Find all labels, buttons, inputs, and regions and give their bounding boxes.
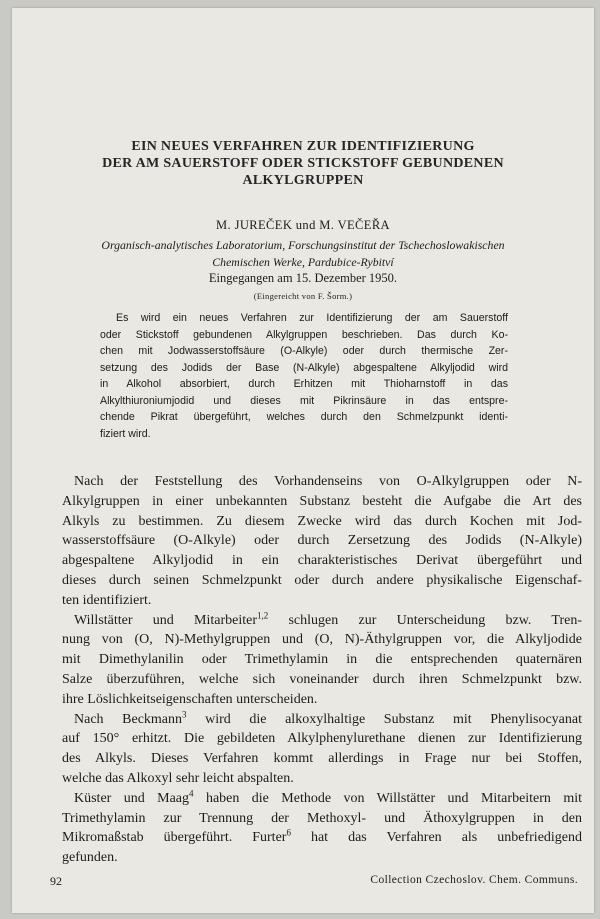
affiliation-line: Chemischen Werke, Pardubice-Rybitví xyxy=(212,255,394,269)
abstract-line: fiziert wird. xyxy=(100,427,151,440)
body-line: Alkyls zu bestimmen. Zu diesem Zwecke wird das durch Kochen mit Jod- xyxy=(62,513,582,529)
abstract-line: setzung des Jodids der Base (N-Alkyle) abgespaltene Alkyljodid wird xyxy=(100,361,508,374)
body-text-span: hat das Verfahren als unbefriedigend xyxy=(290,830,583,846)
body-line: Nach der Feststellung des Vorhandenseins von O-Alkylgruppen oder N- xyxy=(74,474,582,489)
body-line: nung von (O, N)-Methylgruppen und (O, N)-Äthylgruppen vor, die Alkyljodide xyxy=(62,632,582,648)
body-text xyxy=(62,472,582,868)
abstract-line: Es wird ein neues Verfahren zur Identifizierung der am Sauerstoff xyxy=(116,312,508,324)
body-line: welche das Alkoxyl sehr leicht abspalten. xyxy=(62,770,294,786)
body-line: ten identifiziert. xyxy=(62,592,152,608)
affiliation-line: Organisch-analytisches Laboratorium, Forschungsinstitut der Tschechoslowakischen xyxy=(101,238,505,252)
page-number: 92 xyxy=(50,874,62,888)
authors: M. JUREČEK und M. VEČEŘA xyxy=(216,218,390,232)
body-line: Trimethylamin zur Trennung der Methoxyl- und Äthoxylgruppen in den xyxy=(62,810,582,826)
citation-ref: 6 xyxy=(286,827,291,838)
body-text-span: haben die Methode von Willstätter und Mitarbeitern mit xyxy=(193,790,583,806)
body-line: wasserstoffsäure (O-Alkyle) oder durch Zersetzung des Jodids (N-Alkyle) xyxy=(62,533,582,549)
body-line: mit Dimethylanilin oder Trimethylamin in die entsprechenden quaternären xyxy=(62,652,582,668)
citation-text: Mikromaßstab übergeführt. Furter xyxy=(62,830,287,846)
paper-title xyxy=(12,138,594,189)
body-text-span: wird die alkoxylhaltige Substanz mit Phenylisocyanat xyxy=(186,711,582,727)
citation-ref: 3 xyxy=(182,708,187,719)
affiliation xyxy=(12,237,594,271)
body-line: auf 150° erhitzt. Die gebildeten Alkylphenylurethane dienen zur Identifizierung xyxy=(62,731,582,747)
body-line: ihre Löslichkeitseigenschaften unterscheiden. xyxy=(62,691,318,707)
body-line: des Alkyls. Dieses Verfahren kommt allerdings in Frage nur bei Stoffen, xyxy=(62,751,582,767)
body-line xyxy=(62,828,582,848)
citation-text: Nach Beckmann xyxy=(74,711,183,727)
title-line: EIN NEUES VERFAHREN ZUR IDENTIFIZIERUNG xyxy=(131,139,475,154)
body-line: Alkylgruppen in einer unbekannten Substanz besteht die Aufgabe die Art des xyxy=(62,493,582,509)
journal-name: Collection Czechoslov. Chem. Communs. xyxy=(370,874,578,886)
body-line xyxy=(62,611,582,631)
abstract-line: Alkylthiuroniumjodid und dieses mit Pikrinsäure in das entspre- xyxy=(100,394,508,407)
abstract-line: chen mit Jodwasserstoffsäure (O-Alkyle) oder durch thermische Zer- xyxy=(100,345,508,357)
body-text-span: schlugen zur Unterscheidung bzw. Tren- xyxy=(268,612,582,628)
body-line: gefunden. xyxy=(62,850,118,866)
body-line: dieses durch seinen Schmelzpunkt oder durch andere physikalische Eigenschaf- xyxy=(62,572,582,588)
received-date: Eingegangen am 15. Dezember 1950. xyxy=(208,271,398,285)
citation-text: Küster und Maag xyxy=(74,790,190,806)
paper-page xyxy=(12,8,594,913)
body-line xyxy=(62,789,582,809)
page-footer xyxy=(50,874,578,889)
abstract-line: in Alkohol absorbiert, durch Erhitzen mit Thioharnstoff in das xyxy=(100,378,508,390)
body-line: Salze überzuführen, welche sich voneinander durch ihren Schmelzpunkt bzw. xyxy=(62,671,582,687)
title-line: ALKYLGRUPPEN xyxy=(242,173,364,188)
submitted-by: (Eingereicht von F. Šorm.) xyxy=(253,291,353,301)
citation-ref: 1,2 xyxy=(256,609,269,620)
body-line: abgespaltene Alkyljodid in ein charakteristisches Derivat übergeführt und xyxy=(62,553,582,569)
citation-ref: 4 xyxy=(189,788,194,799)
title-line: DER AM SAUERSTOFF ODER STICKSTOFF GEBUNDENEN xyxy=(102,156,504,171)
abstract-line: chende Pikrat übergeführt, welches durch den Schmelzpunkt identi- xyxy=(100,411,508,423)
abstract-line: oder Stickstoff gebundenen Alkylgruppen beschrieben. Das durch Ko- xyxy=(100,328,508,341)
abstract xyxy=(100,310,508,442)
citation-text: Willstätter und Mitarbeiter xyxy=(74,612,257,628)
body-line xyxy=(62,710,582,730)
